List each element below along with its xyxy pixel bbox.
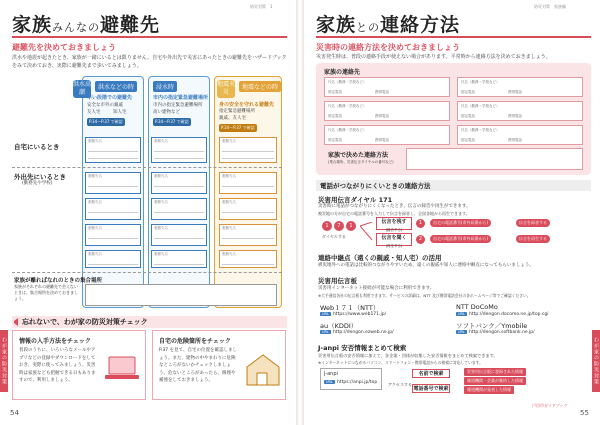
janpi-url[interactable]: URL https://anpi.jp/top — [326, 380, 378, 385]
check-info-card — [12, 330, 146, 400]
column-flood-badge: 洪水などの時 — [95, 81, 137, 92]
footer-logo: 戸田市ガイドブック — [532, 403, 568, 408]
dial-caption: ダイヤルする — [322, 234, 346, 239]
janpi-access: アクセスする — [388, 382, 412, 387]
relay-point-title: 連絡中継点（遠くの親戚・知人宅）の活用 — [318, 254, 442, 262]
house-hazard-icon — [243, 351, 283, 387]
meeting-point-title: 家族が離ればなれのときの集合場所 — [14, 278, 103, 284]
janpi-note: ※インターネットにつながるパソコン、スマートフォン・携帯電話からの検索に対応しています。 — [318, 360, 483, 365]
relay-method-label: 家族で決めた連絡方法 — [328, 152, 389, 159]
web-service-name: Web１７１（NTT） — [320, 304, 380, 312]
column-earthquake-ref: P.34～P.37 で確認 — [221, 125, 255, 130]
row-divider — [12, 167, 282, 168]
relay-point-desc: 被災地外への電話は比較的つながりやすいため、遠くの親戚や知人に連絡中継点になってもらいましょう。 — [318, 263, 534, 268]
laptop-icon — [105, 355, 141, 385]
evac-slot[interactable]: 避難先名 — [151, 172, 207, 194]
check-banner: 忘れないで、わが家の防災対策チェック — [12, 316, 287, 328]
record-message-box: 伝言を残す (録音する) — [376, 217, 412, 230]
left-header: 防災対策 1 — [250, 4, 273, 9]
flow-step: 伝言を再生する — [516, 235, 550, 243]
board-desc: 災害用インターネット接続が可能な場合に利用できます。 — [318, 286, 435, 291]
gutter — [296, 0, 304, 425]
megaphone-icon — [14, 318, 21, 326]
play-message-box: 伝言を聞く (再生する) — [376, 233, 412, 246]
contact-card[interactable]: 氏名（勤務・学校など） 固定電話 携帯電話 — [457, 101, 583, 121]
flow-step: 伝言を録音する — [516, 219, 550, 227]
left-page-number: 54 — [10, 409, 19, 417]
relay-method-note: (集合場所、災害伝言ダイヤルの番号など) — [328, 160, 394, 164]
evac-slot[interactable]: 避難先名 — [85, 137, 141, 163]
evac-slot[interactable]: 避難先名 — [219, 198, 277, 220]
web-service-url[interactable]: URL http://dengon.ezweb.ne.jp/ — [322, 330, 394, 335]
left-subtitle: 避難先を決めておきましょう — [12, 43, 116, 52]
right-page-title: 家族との連絡方法 — [316, 14, 461, 36]
board-note: ※大手通信各社の伝言板も利用できます。サービスの詳細は、NTT 及び携帯電話会社の各ホームページ等でご確認ください。 — [318, 293, 531, 298]
web-service-name: au（KDDI） — [320, 322, 358, 330]
flow-step: 自宅の電話番号(市外局番から) — [430, 235, 491, 243]
meeting-point-field[interactable] — [85, 284, 277, 306]
flood-icon: 洪水高潮 — [73, 81, 92, 96]
evac-slot[interactable]: 避難先名 — [219, 172, 277, 194]
meeting-point-desc: 家族がそれぞれの避難先で会えないときは、集合場所を決めておきましょう。 — [14, 284, 78, 301]
search-by-name[interactable]: 名前で検索 — [412, 369, 450, 378]
janpi-link-box[interactable] — [320, 368, 382, 390]
evac-slot[interactable]: 避難先名 — [85, 224, 141, 246]
evac-slot[interactable]: 避難先名 — [151, 198, 207, 220]
evac-slot[interactable]: 避難先名 — [85, 198, 141, 220]
left-side-tab: わが家の防災対策 — [0, 330, 8, 392]
right-intro: 災害発生時は、普段の連絡手段が使えない場合があります。平常時から連絡方法を決めておきましょう。 — [316, 54, 551, 60]
right-title-underline — [316, 36, 591, 38]
column-inundation-subtitle: 市内の指定緊急避難場所 — [153, 95, 209, 101]
fallback-banner: 電話がつながりにくいときの連絡方法 — [316, 180, 591, 191]
contact-label: 家族の連絡先 — [324, 69, 361, 76]
contact-card[interactable]: 氏名（勤務・学校など） 固定電話 携帯電話 — [457, 125, 583, 145]
step-number: 2 — [416, 235, 425, 244]
janpi-desc: 災害用伝言板の安否情報に加えて、各企業・団体が収集した安否情報をまとめて検索できます。 — [318, 353, 498, 358]
contact-card[interactable]: 氏名（勤務・学校など） 固定電話 携帯電話 — [457, 77, 583, 97]
janpi-title: J-anpi 安否情報まとめて検索 — [318, 344, 407, 352]
contact-card[interactable]: 氏名（勤務・学校など） 固定電話 携帯電話 — [324, 77, 450, 97]
row-divider — [12, 272, 282, 273]
row-label-outside: 外出先にいるとき — [14, 173, 66, 181]
janpi-name: J-anpi — [324, 371, 338, 377]
evac-slot[interactable]: 避難先名 — [85, 172, 141, 194]
column-inundation-bullet: 高い建物など — [153, 110, 180, 115]
evac-slot[interactable]: 避難先名 — [85, 250, 141, 268]
left-title-underline — [12, 36, 287, 38]
search-by-phone[interactable]: 電話番号で検索 — [413, 386, 449, 392]
check-info-title: 情報の入手方法をチェック — [19, 338, 91, 345]
contact-area — [316, 63, 591, 175]
column-flood-ref: P.34～P.37 で確認 — [89, 119, 123, 124]
right-header: 防災対策 家族編 — [534, 4, 566, 9]
dial-digit: 1 — [346, 221, 356, 231]
right-page — [304, 0, 600, 425]
step-number: 1 — [416, 219, 425, 228]
right-side-tab: わが家の防災対策 — [592, 330, 600, 392]
flow-arrows-icon — [360, 222, 374, 244]
dial-title: 災害用伝言ダイヤル 171 — [318, 196, 393, 204]
evac-slot[interactable]: 避難先名 — [219, 224, 277, 246]
evac-slot[interactable]: 避難先名 — [219, 137, 277, 163]
left-page — [0, 0, 296, 425]
column-earthquake-bullet: 指定緊急避難場所 — [219, 109, 255, 114]
relay-method-field[interactable] — [406, 148, 583, 170]
left-page-title: 家族みんなの避難先 — [12, 14, 161, 36]
dial-digit: 7 — [334, 221, 344, 231]
web-service-url[interactable]: URL https://www.web171.jp/ — [322, 312, 387, 317]
earthquake-icon: 地震火災 — [217, 81, 236, 96]
row-label-home: 自宅にいるとき — [14, 143, 60, 151]
right-page-number: 55 — [580, 409, 589, 417]
evac-slot[interactable]: 避難先名 — [151, 137, 207, 163]
check-hazard-desc: P.37 を見て、自宅の位置を確認しましょう。また、建物の中やまわりに危険なところがないかチェックしましょう。危ないところがあったら、修理や補強をしておきましょう。 — [159, 348, 238, 383]
dial-note: 被災地の方が自宅の電話番号を入力して伝言を録音し、全国各地から再生できます。 — [318, 211, 470, 216]
dial-desc: 災害時に電話がつながりにくくなったとき、伝言の録音や再生ができます。 — [318, 204, 471, 209]
web-service-url[interactable]: URL http://dengon.softbank.ne.jp/ — [458, 330, 535, 335]
contact-card[interactable]: 氏名（勤務・学校など） 固定電話 携帯電話 — [324, 101, 450, 121]
evac-slot[interactable]: 避難先名 — [151, 224, 207, 246]
row-label-outside-note: (勤務先や学校) — [22, 181, 53, 186]
column-inundation-badge: 浸水時 — [153, 81, 177, 92]
check-hazard-title: 自宅の危険箇所をチェック — [159, 338, 231, 345]
check-hazard-card — [152, 330, 286, 400]
right-subtitle: 災害時の連絡方法を決めておきましょう — [316, 43, 460, 52]
evac-slot[interactable]: 避難先名 — [151, 250, 207, 268]
evac-slot[interactable]: 避難先名 — [219, 250, 277, 268]
column-flood-bullet: 知人宅 — [113, 110, 127, 115]
column-earthquake-bullet: 親戚、友人宅 — [219, 116, 246, 121]
left-intro: 洪水や地震が起きたとき、家族が一緒にいるとは限りません。自宅や外出先で災害にあったときの避難先をハザードブックをみて決めておき、実際に避難先まで歩いてみましょう。 — [12, 55, 287, 69]
flow-step: 自宅の電話番号(市外局番から) — [430, 219, 491, 227]
dial-digit: 1 — [322, 221, 332, 231]
contact-card[interactable]: 氏名（勤務・学校など） 固定電話 携帯電話 — [324, 125, 450, 145]
web-service-name: NTT DoCoMo — [456, 303, 498, 311]
check-info-desc: 普段のうちに、いろいろなメールやアプリなどの登録やダウンロードをしておき、実際に使ってみましょう。災害時は家族なども把握できる日もありますので、利用しましょう。 — [19, 348, 96, 383]
column-flood-subtitle: 早い段階での避難先 — [87, 95, 133, 101]
column-earthquake-badge: 地震などの時 — [239, 81, 281, 92]
web-service-name: ソフトバンク／Ymobile — [456, 322, 528, 330]
web-service-url[interactable]: URL http://dengon.docomo.ne.jp/top.cgi — [458, 312, 549, 317]
column-flood-bullet: 友人宅 — [87, 110, 101, 115]
column-flood-bullet: 安全な市外の親戚 — [87, 103, 123, 108]
board-title: 災害用伝言板 — [318, 277, 357, 285]
column-earthquake-subtitle: 身の安全を守れる避難先 — [219, 102, 275, 108]
janpi-result: 報道機関・企業が集約した情報 — [464, 377, 526, 385]
column-inundation-ref: P.34～P.37 で確認 — [155, 119, 189, 124]
janpi-result: 災害用伝言板に登録された情報 — [464, 368, 526, 376]
column-inundation-bullet: 市内の指定緊急避難場所 — [153, 103, 203, 108]
janpi-result: 報道機関が発表した情報 — [464, 386, 514, 394]
